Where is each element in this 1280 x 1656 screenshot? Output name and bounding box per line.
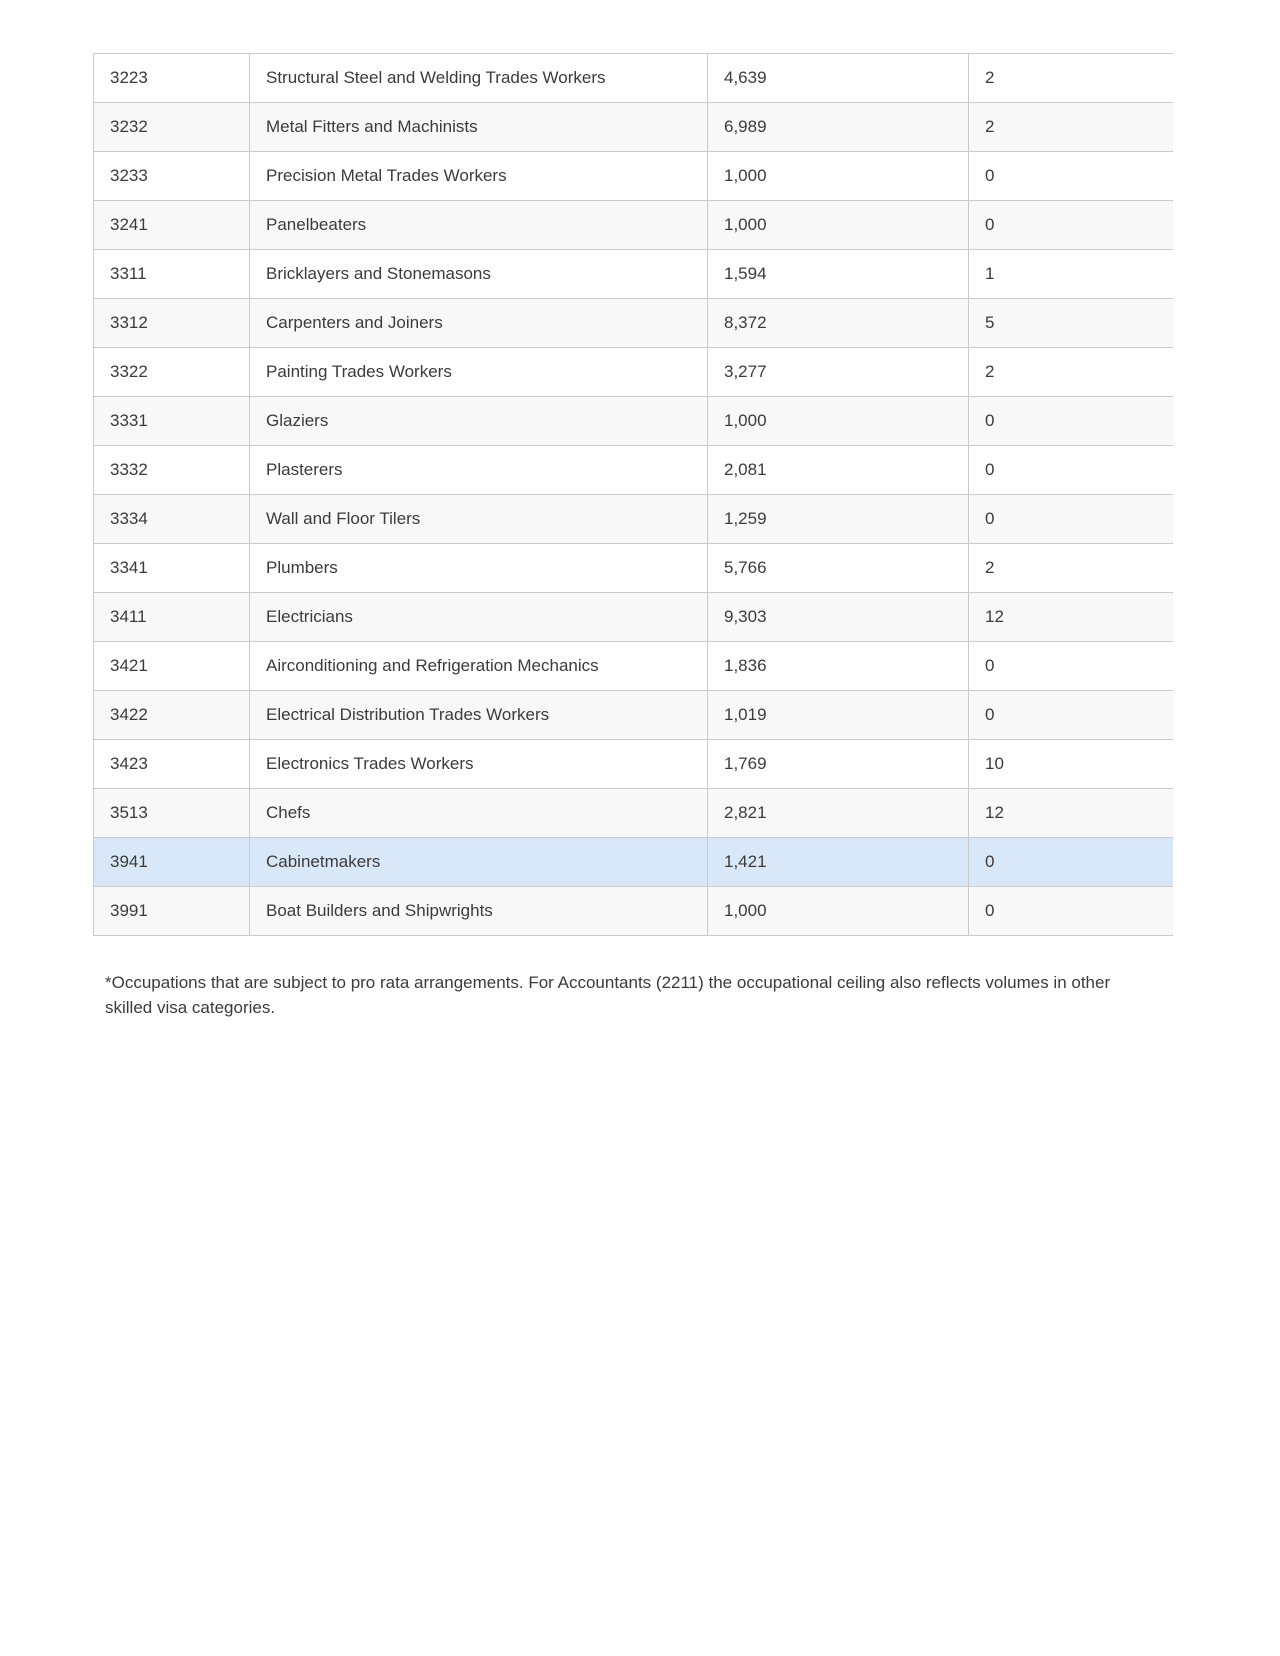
invitations-cell: 0 [969, 838, 1173, 887]
occupation-cell: Panelbeaters [250, 201, 708, 250]
table-row [94, 299, 1173, 348]
code-cell: 3322 [94, 348, 250, 397]
ceiling-cell: 1,594 [708, 250, 969, 299]
occupation-cell: Structural Steel and Welding Trades Workers [250, 54, 708, 103]
invitations-cell: 0 [969, 397, 1173, 446]
code-cell: 3223 [94, 54, 250, 103]
occupation-cell: Wall and Floor Tilers [250, 495, 708, 544]
ceiling-cell: 1,421 [708, 838, 969, 887]
invitations-cell: 0 [969, 201, 1173, 250]
invitations-cell: 10 [969, 740, 1173, 789]
invitations-cell: 0 [969, 495, 1173, 544]
code-cell: 3991 [94, 887, 250, 936]
ceiling-cell: 1,000 [708, 397, 969, 446]
ceiling-cell: 1,769 [708, 740, 969, 789]
ceiling-cell: 3,277 [708, 348, 969, 397]
ceiling-cell: 8,372 [708, 299, 969, 348]
invitations-cell: 2 [969, 544, 1173, 593]
ceiling-cell: 1,019 [708, 691, 969, 740]
code-cell: 3334 [94, 495, 250, 544]
invitations-cell: 2 [969, 348, 1173, 397]
ceiling-cell: 5,766 [708, 544, 969, 593]
code-cell: 3941 [94, 838, 250, 887]
occupation-cell: Glaziers [250, 397, 708, 446]
ceiling-cell: 1,000 [708, 201, 969, 250]
occupation-cell: Electricians [250, 593, 708, 642]
invitations-cell: 12 [969, 789, 1173, 838]
code-cell: 3331 [94, 397, 250, 446]
invitations-cell: 1 [969, 250, 1173, 299]
table-row [94, 250, 1173, 299]
invitations-cell: 2 [969, 54, 1173, 103]
table-row [94, 446, 1173, 495]
occupation-cell: Metal Fitters and Machinists [250, 103, 708, 152]
code-cell: 3241 [94, 201, 250, 250]
table-row [94, 691, 1173, 740]
table-row [94, 544, 1173, 593]
occupation-cell: Electronics Trades Workers [250, 740, 708, 789]
table-row [94, 348, 1173, 397]
ceiling-cell: 9,303 [708, 593, 969, 642]
occupation-cell: Cabinetmakers [250, 838, 708, 887]
table-row [94, 54, 1173, 103]
code-cell: 3422 [94, 691, 250, 740]
occupation-cell: Boat Builders and Shipwrights [250, 887, 708, 936]
occupation-cell: Carpenters and Joiners [250, 299, 708, 348]
ceiling-cell: 1,000 [708, 152, 969, 201]
code-cell: 3233 [94, 152, 250, 201]
occupation-cell: Painting Trades Workers [250, 348, 708, 397]
occupation-cell: Plumbers [250, 544, 708, 593]
table-row [94, 642, 1173, 691]
code-cell: 3423 [94, 740, 250, 789]
occupation-cell: Bricklayers and Stonemasons [250, 250, 708, 299]
occupation-cell: Precision Metal Trades Workers [250, 152, 708, 201]
code-cell: 3421 [94, 642, 250, 691]
pro-rata-footnote: *Occupations that are subject to pro rata arrangements. For Accountants (2211) the occupational ceiling also reflects volumes in other skilled visa categories. [105, 973, 1111, 1017]
occupation-cell: Plasterers [250, 446, 708, 495]
table-row [94, 789, 1173, 838]
invitations-cell: 0 [969, 152, 1173, 201]
invitations-cell: 12 [969, 593, 1173, 642]
ceiling-cell: 1,836 [708, 642, 969, 691]
code-cell: 3312 [94, 299, 250, 348]
table-row [94, 838, 1173, 887]
ceiling-cell: 2,081 [708, 446, 969, 495]
table-row [94, 397, 1173, 446]
invitations-cell: 0 [969, 642, 1173, 691]
table-row [94, 740, 1173, 789]
code-cell: 3341 [94, 544, 250, 593]
table-row [94, 103, 1173, 152]
occupations-table-body [94, 54, 1173, 936]
code-cell: 3513 [94, 789, 250, 838]
occupation-cell: Electrical Distribution Trades Workers [250, 691, 708, 740]
code-cell: 3411 [94, 593, 250, 642]
invitations-cell: 2 [969, 103, 1173, 152]
ceiling-cell: 6,989 [708, 103, 969, 152]
table-row [94, 201, 1173, 250]
ceiling-cell: 2,821 [708, 789, 969, 838]
table-row [94, 495, 1173, 544]
invitations-cell: 0 [969, 446, 1173, 495]
invitations-cell: 0 [969, 887, 1173, 936]
table-row [94, 887, 1173, 936]
occupation-cell: Chefs [250, 789, 708, 838]
ceiling-cell: 1,259 [708, 495, 969, 544]
code-cell: 3332 [94, 446, 250, 495]
table-row [94, 152, 1173, 201]
occupations-table [93, 53, 1173, 936]
invitations-cell: 5 [969, 299, 1173, 348]
code-cell: 3311 [94, 250, 250, 299]
code-cell: 3232 [94, 103, 250, 152]
occupation-cell: Airconditioning and Refrigeration Mechanics [250, 642, 708, 691]
table-row [94, 593, 1173, 642]
invitations-cell: 0 [969, 691, 1173, 740]
ceiling-cell: 1,000 [708, 887, 969, 936]
ceiling-cell: 4,639 [708, 54, 969, 103]
